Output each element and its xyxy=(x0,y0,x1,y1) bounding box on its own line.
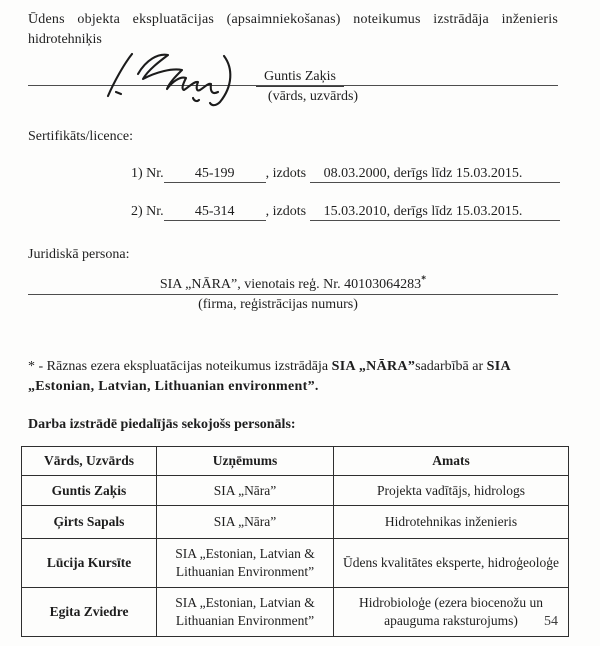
certificate-1-prefix: 1) Nr. xyxy=(131,166,164,181)
certificate-1-validity: 08.03.2000, derīgs līdz 15.03.2015. xyxy=(310,166,561,183)
certificate-2-validity: 15.03.2010, derīgs līdz 15.03.2015. xyxy=(310,204,561,221)
person-role: Hidrobioloģe (ezera biocenožu un apauguma raksturojums) xyxy=(334,588,569,637)
legal-entity-label: Juridiskā persona: xyxy=(28,247,130,262)
footnote-text-1: * - Rāznas ezera ekspluatācijas noteikumus izstrādāja xyxy=(28,359,332,374)
legal-entity-value: SIA „NĀRA”, vienotais reģ. Nr. 40103064283 xyxy=(159,277,422,292)
handwritten-signature-icon xyxy=(100,48,260,110)
personnel-table xyxy=(21,446,569,637)
certificate-2-number: 45-314 xyxy=(164,204,266,221)
person-company: SIA „Estonian, Latvian & Lithuanian Environment” xyxy=(157,588,334,637)
certificate-section-label: Sertifikāts/licence: xyxy=(28,129,133,144)
person-company: SIA „Nāra” xyxy=(157,506,334,539)
certificate-2-mid: , izdots xyxy=(265,204,307,219)
person-name: Ģirts Sapals xyxy=(22,506,157,539)
signature-caption: (vārds, uzvārds) xyxy=(267,89,359,104)
person-name: Lūcija Kursīte xyxy=(22,539,157,588)
person-role: Ūdens kvalitātes eksperte, hidroģeoloģe xyxy=(334,539,569,588)
table-row xyxy=(22,588,569,637)
table-row xyxy=(22,539,569,588)
certificate-1-mid: , izdots xyxy=(265,166,307,181)
header-name: Vārds, Uzvārds xyxy=(22,447,157,476)
person-company: SIA „Nāra” xyxy=(157,476,334,506)
footnote-bold-1: SIA „NĀRA” xyxy=(331,359,416,374)
person-name: Egita Zviedre xyxy=(22,588,157,637)
footnote-bold-2: SIA „Estonian, Latvian, Lithuanian environment”. xyxy=(28,359,511,394)
footnote-text-2: sadarbībā ar xyxy=(415,359,487,374)
personnel-heading: Darba izstrādē piedalījās sekojošs personāls: xyxy=(28,417,296,432)
signature-block xyxy=(28,52,558,86)
signer-name: Guntis Zaķis xyxy=(256,69,344,87)
legal-entity-footnote-marker: * xyxy=(421,274,427,286)
header-role: Amats xyxy=(334,447,569,476)
table-row xyxy=(22,476,569,506)
table-row xyxy=(22,506,569,539)
table-header-row xyxy=(22,447,569,476)
intro-paragraph-line2: hidrotehniķis xyxy=(28,32,102,47)
certificate-1-number: 45-199 xyxy=(164,166,266,183)
legal-entity-caption: (firma, reģistrācijas numurs) xyxy=(198,297,358,312)
person-company: SIA „Estonian, Latvian & Lithuanian Environment” xyxy=(157,539,334,588)
person-role: Projekta vadītājs, hidrologs xyxy=(334,476,569,506)
intro-paragraph-line1: Ūdens objekta ekspluatācijas (apsaimniekošanas) noteikumus izstrādāja inženieris xyxy=(28,12,558,27)
certificate-item-1 xyxy=(131,166,558,183)
certificate-item-2 xyxy=(131,204,558,221)
person-name: Guntis Zaķis xyxy=(22,476,157,506)
person-role: Hidrotehnikas inženieris xyxy=(334,506,569,539)
header-company: Uzņēmums xyxy=(157,447,334,476)
page-number: 54 xyxy=(544,614,558,629)
legal-entity-line xyxy=(28,274,558,295)
certificate-2-prefix: 2) Nr. xyxy=(131,204,164,219)
footnote-paragraph xyxy=(28,357,548,397)
